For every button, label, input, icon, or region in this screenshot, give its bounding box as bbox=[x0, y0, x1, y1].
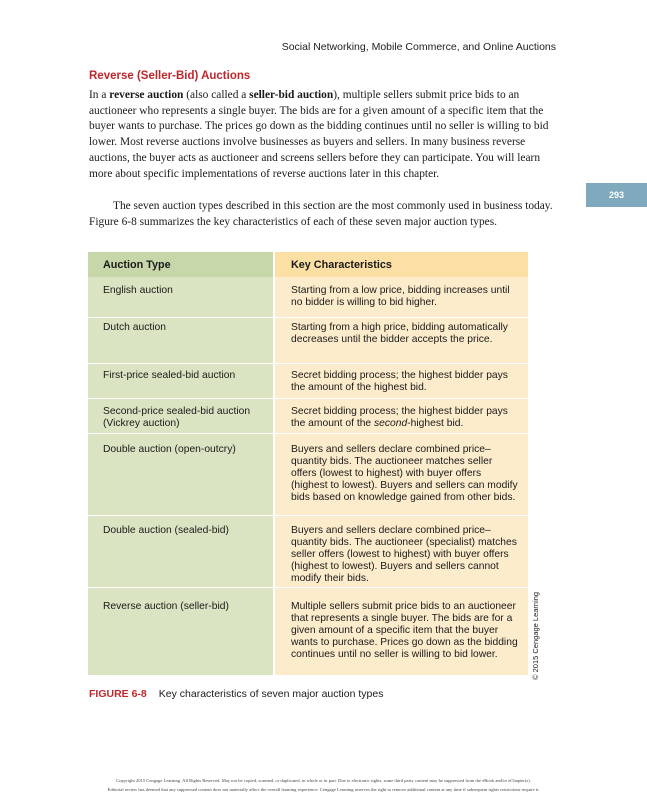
section-title: Reverse (Seller-Bid) Auctions bbox=[89, 70, 251, 82]
image-credit: © 2015 Cengage Learning bbox=[531, 591, 540, 680]
paragraph-reverse-auctions bbox=[89, 88, 559, 182]
table-row-desc: Multiple sellers submit price bids to an auctioneer that represents a single buyer. The bids are for a given amount of a specific item that the buyer wants to purchase. Prices go down as the bidding continues until no seller is willing to bid lower. bbox=[291, 601, 518, 660]
table-row-type: Double auction (sealed-bid) bbox=[103, 525, 229, 536]
figure-label: FIGURE 6-8 bbox=[89, 688, 147, 700]
row-divider bbox=[88, 587, 528, 588]
table-row-type: Double auction (open-outcry) bbox=[103, 444, 236, 455]
table-header-characteristics bbox=[275, 252, 528, 277]
desc-text: Secret bidding process; the highest bidder pays the amount of the bbox=[291, 406, 508, 429]
table-row-type: First-price sealed-bid auction bbox=[103, 370, 236, 381]
table-row-type: Dutch auction bbox=[103, 322, 166, 333]
paragraph-text: ), multiple sellers submit price bids to an auctioneer who represents a single buyer. The bids are for a given amount of a specific item that the buyer wants to purchase. The prices go down as the bidding continues until no seller is willing to bid lower. Most reverse auctions involve businesses as buyers and sellers. In many business reverse auctions, the buyer acts as auctioneer and screens sellers before they can participate. You will learn more about specific implementations of reverse auctions later in this chapter. bbox=[89, 89, 549, 180]
row-divider bbox=[88, 398, 528, 399]
row-divider bbox=[88, 317, 528, 318]
paragraph-summary: The seven auction types described in this section are the most commonly used in business today. Figure 6-8 summarizes the key characteristics of each of these seven major auction types. bbox=[89, 200, 553, 228]
key-term: reverse auction bbox=[109, 89, 184, 101]
table-row-desc: Starting from a high price, bidding automatically decreases until the bidder accepts the price. bbox=[291, 322, 508, 345]
figure-caption bbox=[89, 688, 383, 700]
page-number: 293 bbox=[608, 190, 625, 200]
header-type-label: Auction Type bbox=[103, 259, 171, 271]
table-row-desc: Buyers and sellers declare combined price–quantity bids. The auctioneer matches seller offers (lowest to highest) with buyer offers (highest to lowest). Buyers and sellers can modify bids based on knowledge gained from other bids. bbox=[291, 444, 518, 503]
copyright-footer: Copyright 2015 Cengage Learning. All Rights Reserved. May not be copied, scanned, or duplicated, in whole or in part. Due to electronic rights, some third party content may be suppressed from the eBook and/or eChapter(s). bbox=[116, 778, 531, 783]
table-row-desc: Buyers and sellers declare combined price–quantity bids. The auctioneer (specialist) matches seller offers (lowest to highest) with buyer offers (highest to lowest). Buyers and sellers cannot modify their bids. bbox=[291, 525, 517, 584]
figure-caption-text: Key characteristics of seven major auction types bbox=[158, 688, 384, 700]
table-row-type: English auction bbox=[103, 285, 173, 296]
row-divider bbox=[88, 363, 528, 364]
key-term: seller-bid auction bbox=[249, 89, 334, 101]
auction-types-table bbox=[88, 252, 528, 675]
running-head: Social Networking, Mobile Commerce, and Online Auctions bbox=[281, 41, 556, 53]
copyright-footer: Editorial review has deemed that any suppressed content does not materially affect the overall learning experience. Cengage Learning reserves the right to remove additional content at any time if subsequent rights restrictions require it. bbox=[107, 787, 540, 792]
table-row-desc: Starting from a low price, bidding increases until no bidder is willing to bid higher. bbox=[291, 285, 510, 308]
desc-emphasis: second bbox=[374, 418, 408, 429]
table-row-desc bbox=[291, 406, 519, 430]
table-row-type: Reverse auction (seller-bid) bbox=[103, 601, 229, 612]
row-divider bbox=[88, 515, 528, 516]
table-row-desc: Secret bidding process; the highest bidder pays the amount of the highest bid. bbox=[291, 370, 508, 393]
desc-text: -highest bid. bbox=[407, 418, 464, 429]
table-row-type: Second-price sealed-bid auction (Vickrey auction) bbox=[103, 406, 251, 429]
table-header-type bbox=[88, 252, 273, 277]
header-characteristics-label: Key Characteristics bbox=[291, 259, 392, 271]
row-divider bbox=[88, 433, 528, 434]
paragraph-text: In a bbox=[89, 89, 110, 101]
page-number-tab bbox=[586, 183, 647, 207]
paragraph-text: (also called a bbox=[183, 89, 250, 101]
